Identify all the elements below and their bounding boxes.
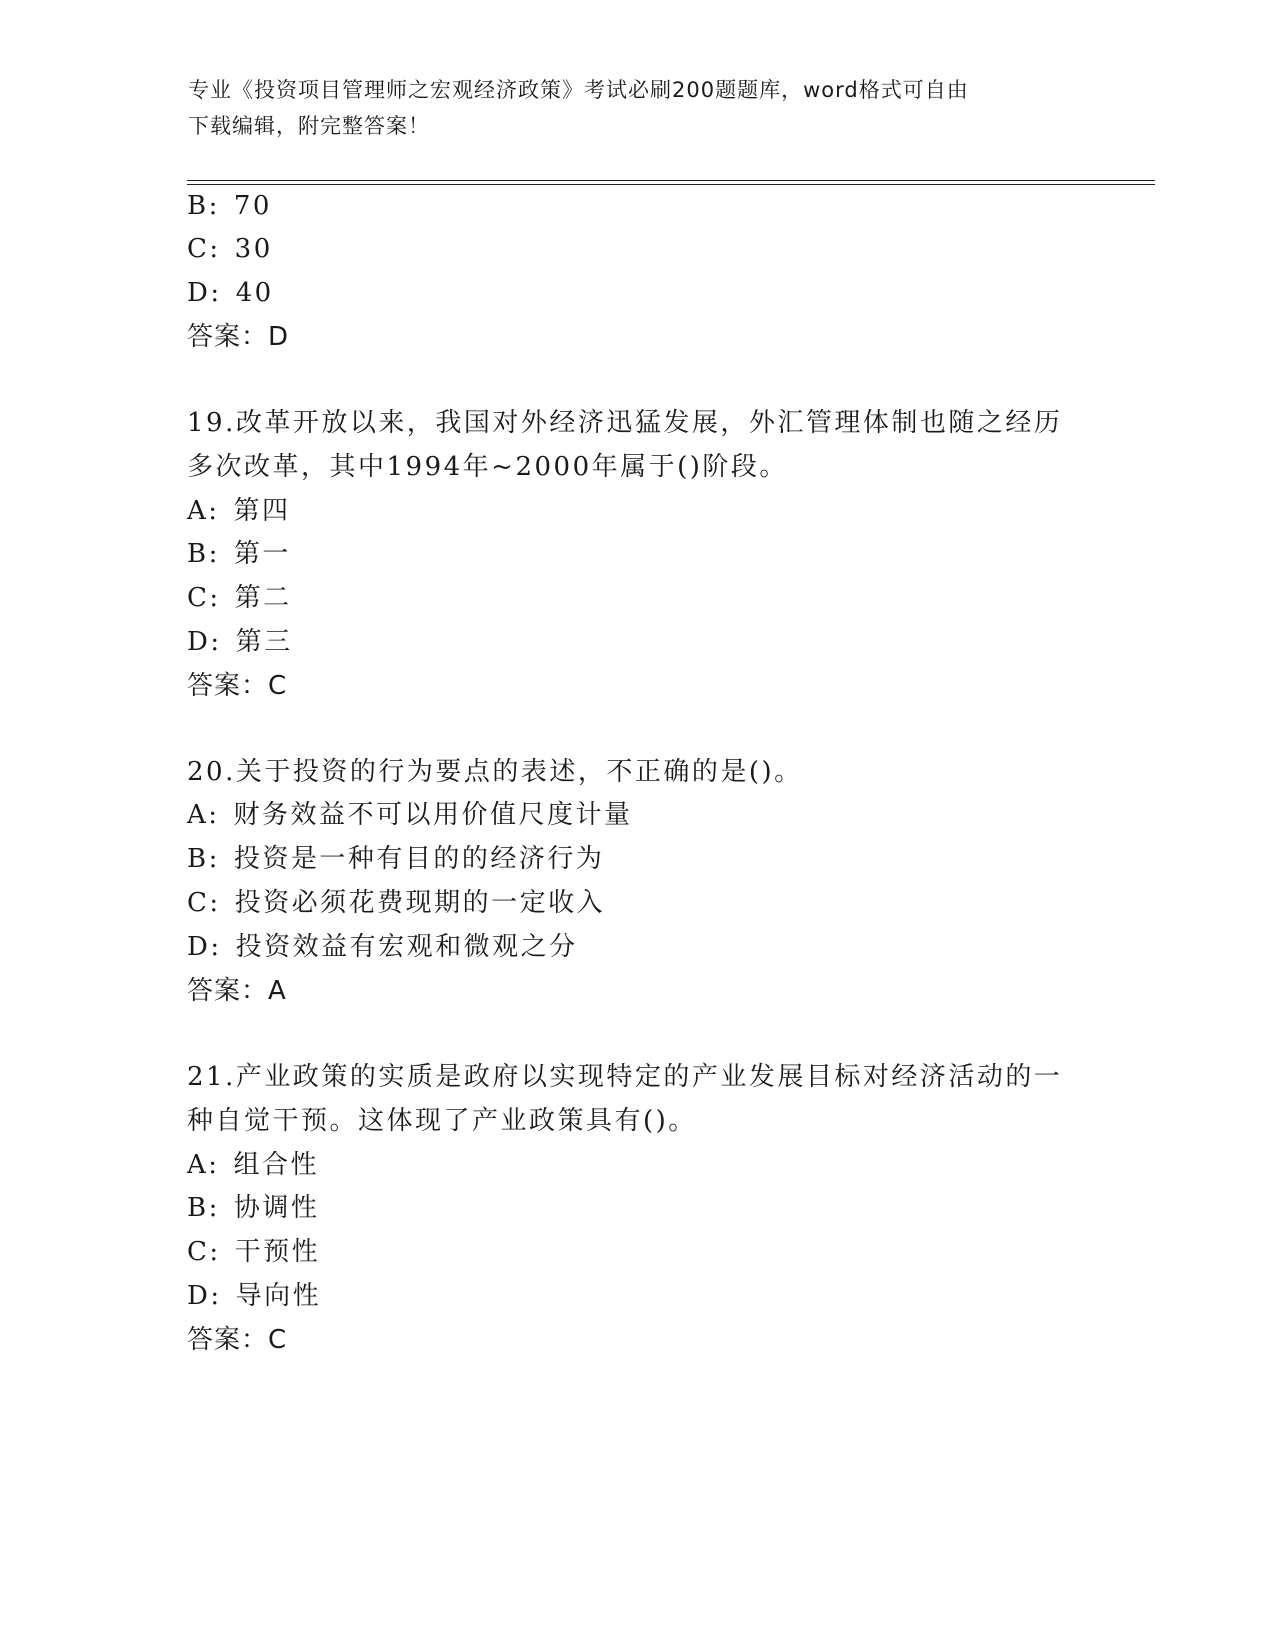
header-line-1: 专业《投资项目管理师之宏观经济政策》考试必刷200题题库，word格式可自由 bbox=[188, 78, 969, 102]
option-d: D: 40 bbox=[187, 278, 274, 308]
answer-line: 答案：D bbox=[187, 322, 290, 352]
question-19-stem-line-2: 多次改革，其中1994年~2000年属于()阶段。 bbox=[187, 452, 788, 482]
question-19-answer: 答案：C bbox=[187, 671, 288, 701]
question-21-option-b: B: 协调性 bbox=[187, 1193, 320, 1223]
question-20-option-b: B: 投资是一种有目的的经济行为 bbox=[187, 844, 605, 874]
question-20-stem: 20.关于投资的行为要点的表述，不正确的是()。 bbox=[187, 757, 803, 787]
option-b: B: 70 bbox=[187, 191, 272, 221]
question-19-option-a: A: 第四 bbox=[187, 496, 291, 526]
question-19-option-c: C: 第二 bbox=[187, 583, 292, 613]
question-21-stem-line-1: 21.产业政策的实质是政府以实现特定的产业发展目标对经济活动的一 bbox=[187, 1062, 1063, 1092]
header-divider-top bbox=[187, 180, 1155, 181]
question-19-stem-line-1: 19.改革开放以来，我国对外经济迅猛发展，外汇管理体制也随之经历 bbox=[187, 408, 1063, 438]
question-21-stem-line-2: 种自觉干预。这体现了产业政策具有()。 bbox=[187, 1106, 697, 1136]
question-20-answer: 答案：A bbox=[187, 976, 287, 1006]
document-header bbox=[188, 72, 1068, 144]
question-21-answer: 答案：C bbox=[187, 1325, 288, 1355]
header-line-2: 下载编辑，附完整答案！ bbox=[188, 114, 430, 138]
question-19-option-b: B: 第一 bbox=[187, 539, 291, 569]
question-20-option-d: D: 投资效益有宏观和微观之分 bbox=[187, 932, 578, 962]
question-21-option-c: C: 干预性 bbox=[187, 1237, 321, 1267]
question-21-option-a: A: 组合性 bbox=[187, 1150, 320, 1180]
question-20-option-a: A: 财务效益不可以用价值尺度计量 bbox=[187, 800, 633, 830]
option-c: C: 30 bbox=[187, 234, 273, 264]
question-21-option-d: D: 导向性 bbox=[187, 1281, 322, 1311]
question-19-option-d: D: 第三 bbox=[187, 627, 293, 657]
header-divider-bottom bbox=[187, 184, 1155, 185]
question-20-option-c: C: 投资必须花费现期的一定收入 bbox=[187, 888, 606, 918]
